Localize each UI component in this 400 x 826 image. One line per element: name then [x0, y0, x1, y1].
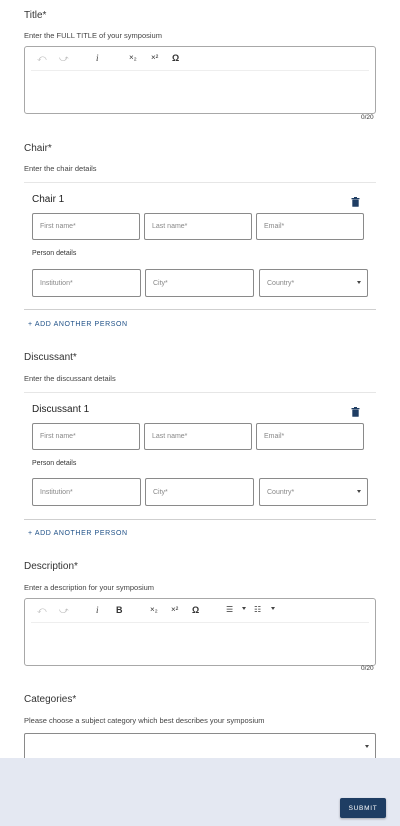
- redo-icon[interactable]: ⤻: [59, 53, 69, 63]
- description-label: Description*: [24, 561, 78, 572]
- title-counter: 0/20: [361, 114, 374, 121]
- chair-institution-input[interactable]: Institution*: [32, 269, 141, 297]
- categories-hint: Please choose a subject category which best describes your symposium: [24, 716, 265, 725]
- discussant-last-name-input[interactable]: Last name*: [144, 423, 252, 450]
- chair-first-name-input[interactable]: First name*: [32, 213, 140, 240]
- subscript-icon[interactable]: ×₂: [150, 605, 158, 614]
- chair-email-input[interactable]: Email*: [256, 213, 364, 240]
- delete-discussant-icon[interactable]: [351, 404, 360, 422]
- description-editor[interactable]: [24, 598, 376, 666]
- discussant-country-select[interactable]: [259, 478, 368, 506]
- toolbar-divider: [31, 622, 369, 623]
- superscript-icon[interactable]: ×²: [151, 53, 159, 62]
- discussant-country-placeholder: Country*: [267, 488, 295, 496]
- chair-city-input[interactable]: City*: [145, 269, 254, 297]
- discussant-label: Discussant*: [24, 352, 77, 363]
- bullet-list-icon[interactable]: ☰: [226, 605, 234, 614]
- omega-icon[interactable]: Ω: [192, 605, 200, 615]
- discussant-institution-input[interactable]: Institution*: [32, 478, 141, 506]
- omega-icon[interactable]: Ω: [172, 53, 180, 63]
- chair-country-placeholder: Country*: [267, 279, 295, 287]
- bullet-list-dropdown-icon[interactable]: [242, 607, 246, 610]
- chair-card-title: Chair 1: [32, 194, 65, 205]
- toolbar-divider: [31, 70, 369, 71]
- discussant-card-title: Discussant 1: [32, 404, 90, 415]
- description-counter: 0/20: [361, 665, 374, 672]
- chair-label: Chair*: [24, 143, 52, 154]
- discussant-add-person-button[interactable]: + ADD ANOTHER PERSON: [28, 530, 128, 537]
- chevron-down-icon: [357, 281, 361, 284]
- discussant-first-name-input[interactable]: First name*: [32, 423, 140, 450]
- chair-person-details-label: Person details: [32, 250, 77, 257]
- title-editor[interactable]: [24, 46, 376, 114]
- title-label: Title*: [24, 10, 47, 21]
- numbered-list-icon[interactable]: ☷: [254, 605, 262, 614]
- description-toolbar: [25, 599, 375, 623]
- chair-hint: Enter the chair details: [24, 164, 97, 173]
- undo-icon[interactable]: ⤺: [37, 53, 47, 63]
- discussant-hint: Enter the discussant details: [24, 374, 116, 383]
- delete-chair-icon[interactable]: [351, 194, 360, 212]
- chair-last-name-input[interactable]: Last name*: [144, 213, 252, 240]
- title-toolbar: [25, 47, 375, 71]
- numbered-list-dropdown-icon[interactable]: [271, 607, 275, 610]
- categories-label: Categories*: [24, 694, 77, 705]
- superscript-icon[interactable]: ×²: [171, 605, 179, 614]
- chair-country-select[interactable]: [259, 269, 368, 297]
- discussant-email-input[interactable]: Email*: [256, 423, 364, 450]
- undo-icon[interactable]: ⤺: [37, 605, 47, 615]
- italic-icon[interactable]: i: [96, 605, 99, 615]
- bold-icon[interactable]: B: [116, 605, 123, 615]
- description-hint: Enter a description for your symposium: [24, 583, 155, 592]
- chevron-down-icon: [365, 745, 369, 748]
- title-hint: Enter the FULL TITLE of your symposium: [24, 31, 162, 40]
- categories-select[interactable]: [24, 733, 376, 761]
- submit-button[interactable]: SUBMIT: [340, 798, 386, 818]
- italic-icon[interactable]: i: [96, 53, 99, 63]
- discussant-person-details-label: Person details: [32, 460, 77, 467]
- chair-add-person-button[interactable]: + ADD ANOTHER PERSON: [28, 321, 128, 328]
- chevron-down-icon: [357, 490, 361, 493]
- subscript-icon[interactable]: ×₂: [129, 53, 137, 62]
- discussant-city-input[interactable]: City*: [145, 478, 254, 506]
- redo-icon[interactable]: ⤻: [59, 605, 69, 615]
